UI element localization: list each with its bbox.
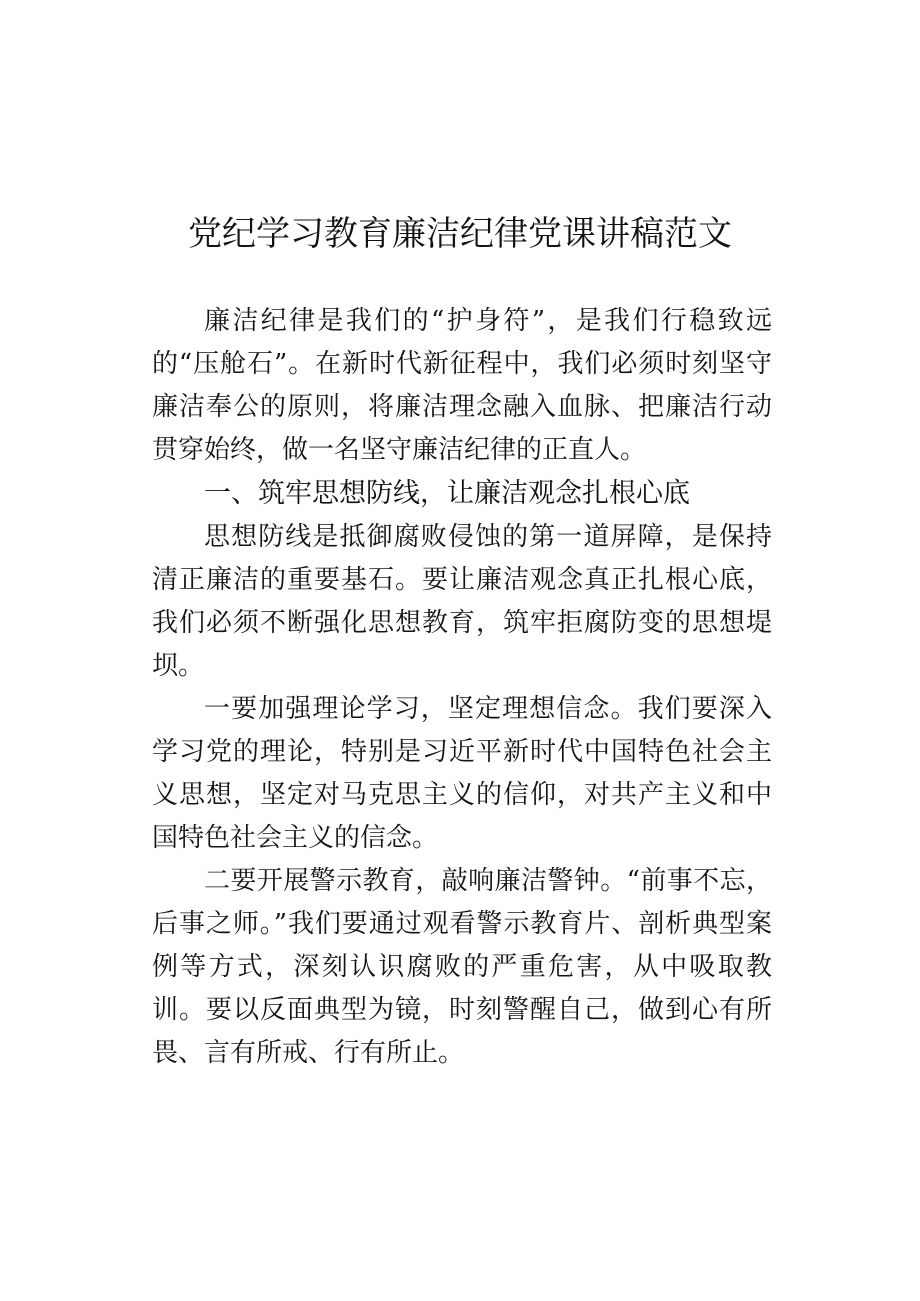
intro-paragraph: 廉洁纪律是我们的“护身符”，是我们行稳致远的“压舱石”。在新时代新征程中，我们必须时刻坚守廉洁奉公的原则，将廉洁理念融入血脉、把廉洁行动贯穿始终，做一名坚守廉洁纪律的正直人。	[152, 306, 772, 465]
section-heading-1: 一、筑牢思想防线，让廉洁观念扎根心底	[204, 478, 690, 509]
intro-block	[152, 300, 772, 472]
section-1-body	[152, 516, 772, 1075]
section-1-paragraph-3: 二要开展警示教育，敲响廉洁警钟。“前事不忘，后事之师。”我们要通过观看警示教育片、剖析典型案例等方式，深刻认识腐败的严重危害，从中吸取教训。要以反面典型为镜，时刻警醒自己，做到心有所畏、言有所戒、行有所止。	[152, 866, 772, 1068]
section-1-paragraph-1: 思想防线是抵御腐败侵蚀的第一道屏障，是保持清正廉洁的重要基石。要让廉洁观念真正扎根心底，我们必须不断强化思想教育，筑牢拒腐防变的思想堤坝。	[152, 522, 772, 681]
section-1-paragraph-2: 一要加强理论学习，坚定理想信念。我们要深入学习党的理论，特别是习近平新时代中国特色社会主义思想，坚定对马克思主义的信仰，对共产主义和中国特色社会主义的信念。	[152, 694, 772, 853]
document-title: 党纪学习教育廉洁纪律党课讲稿范文	[188, 214, 732, 254]
